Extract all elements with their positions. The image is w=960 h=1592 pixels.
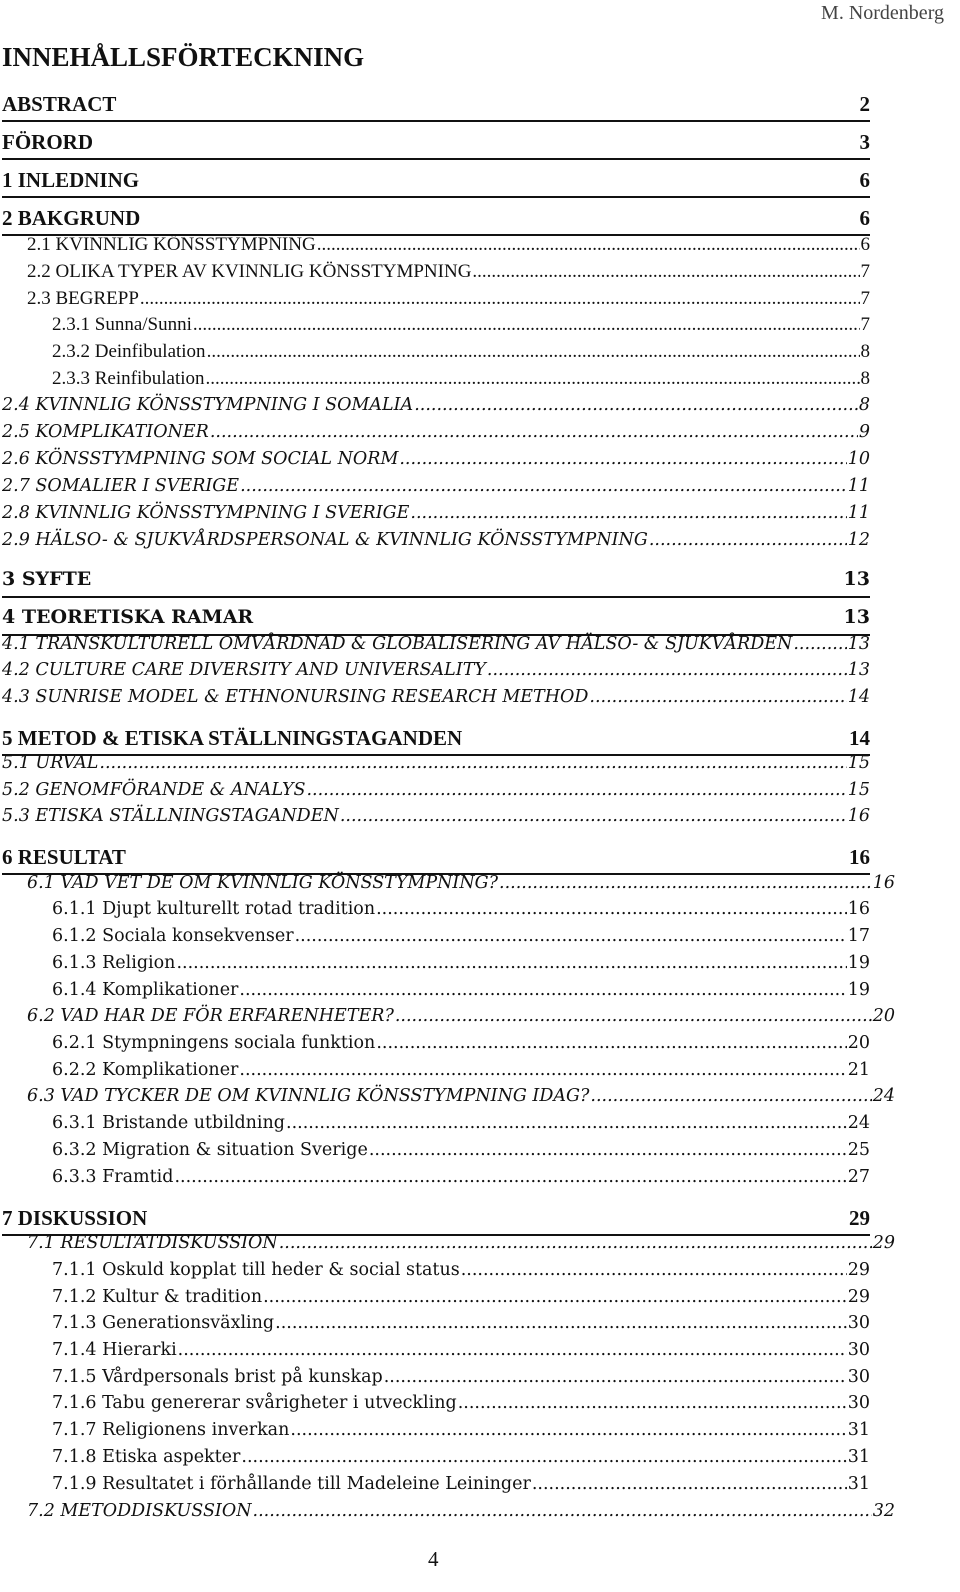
dot-leader <box>279 1233 872 1253</box>
toc-title: INNEHÅLLSFÖRTECKNING <box>2 42 365 72</box>
toc-entry[interactable] <box>27 261 870 285</box>
dot-leader <box>174 1167 846 1187</box>
toc-entry-page: 20 <box>847 1033 870 1053</box>
toc-entry[interactable] <box>52 1313 870 1337</box>
toc-entry-page: 30 <box>847 1340 870 1360</box>
toc-entry-title: 6.1 VAD VET DE OM KVINNLIG KÖNSSTYMPNING? <box>27 873 498 893</box>
toc-entry[interactable] <box>2 845 870 875</box>
dot-leader <box>395 1006 872 1026</box>
dot-leader <box>499 873 872 893</box>
toc-entry-title: 6.1.4 Komplikationer <box>52 980 239 1000</box>
toc-entry-page: 7 <box>860 261 870 282</box>
toc-entry-title: 7.1.9 Resultatet i förhållande till Madeleine Leininger <box>52 1474 531 1494</box>
toc-entry-title: 7.1.7 Religionens inverkan <box>52 1420 290 1440</box>
dot-leader <box>589 687 846 707</box>
toc-entry-page: 29 <box>847 1287 870 1307</box>
toc-entry-title: 4.1 TRANSKULTURELL OMVÅRDNAD & GLOBALISERING AV HÄLSO- & SJUKVÅRDEN <box>2 634 793 654</box>
toc-entry-title: 2.1 KVINNLIG KÖNSSTYMPNING <box>27 234 316 255</box>
toc-entry-page: 27 <box>847 1167 870 1187</box>
dot-leader <box>275 1313 847 1333</box>
dot-leader <box>306 780 846 800</box>
toc-entry-page: 29 <box>872 1233 895 1253</box>
toc-entry[interactable] <box>2 753 870 777</box>
toc-entry[interactable] <box>2 92 870 122</box>
toc-entry-page: 6 <box>859 168 870 192</box>
toc-entry-title: 4.3 SUNRISE MODEL & ETHNONURSING RESEARCH METHOD <box>2 687 589 707</box>
toc-entry-page: 13 <box>847 634 870 654</box>
toc-entry-page: 16 <box>849 845 870 869</box>
toc-entry[interactable] <box>2 503 870 527</box>
toc-entry[interactable] <box>2 726 870 756</box>
dot-leader <box>590 1086 871 1106</box>
toc-entry[interactable] <box>27 1233 895 1257</box>
toc-entry-page: 24 <box>872 1086 895 1106</box>
dot-leader <box>239 980 846 1000</box>
toc-entry[interactable] <box>2 806 870 830</box>
dot-leader <box>253 1501 872 1521</box>
dot-leader <box>384 1367 847 1387</box>
toc-entry-page: 16 <box>847 899 870 919</box>
toc-entry[interactable] <box>2 476 870 500</box>
toc-entry[interactable] <box>2 449 870 473</box>
dot-leader <box>461 1260 847 1280</box>
toc-entry-title: 2 BAKGRUND <box>2 206 141 230</box>
dot-leader <box>532 1474 847 1494</box>
toc-entry-page: 24 <box>847 1113 870 1133</box>
toc-entry[interactable] <box>2 395 870 419</box>
dot-leader <box>414 395 858 415</box>
dot-leader <box>472 261 859 283</box>
toc-entry[interactable] <box>2 634 870 658</box>
toc-entry-page: 3 <box>859 130 870 154</box>
toc-entry-title: 7.2 METODDISKUSSION <box>27 1501 252 1521</box>
toc-entry-page: 20 <box>872 1006 895 1026</box>
toc-entry-page: 25 <box>847 1140 870 1160</box>
toc-entry-title: 6.1.1 Djupt kulturellt rotad tradition <box>52 899 376 919</box>
toc-entry[interactable] <box>52 1113 870 1137</box>
toc-entry-title: 7.1.3 Generationsväxling <box>52 1313 275 1333</box>
dot-leader <box>99 753 846 773</box>
dot-leader <box>210 422 858 442</box>
toc-entry-title: 6.1.3 Religion <box>52 953 176 973</box>
toc-entry-page: 7 <box>860 314 870 335</box>
toc-entry-page: 29 <box>849 1206 870 1230</box>
toc-entry-page: 15 <box>847 780 870 800</box>
toc-entry[interactable] <box>52 341 870 365</box>
toc-entry[interactable] <box>52 1340 870 1364</box>
toc-entry-page: 31 <box>847 1474 870 1494</box>
toc-entry-page: 11 <box>847 503 870 523</box>
toc-entry[interactable] <box>52 1140 870 1164</box>
toc-entry[interactable] <box>27 288 870 312</box>
dot-leader <box>410 503 846 523</box>
toc-entry-page: 13 <box>843 568 870 590</box>
toc-entry-title: 6.3 VAD TYCKER DE OM KVINNLIG KÖNSSTYMPNING IDAG? <box>27 1086 590 1106</box>
toc-entry[interactable] <box>27 1086 895 1110</box>
toc-entry-title: 2.5 KOMPLIKATIONER <box>2 422 209 442</box>
toc-entry-page: 10 <box>847 449 870 469</box>
toc-entry-title: 2.3.3 Reinfibulation <box>52 368 205 389</box>
toc-entry-page: 11 <box>847 476 870 496</box>
toc-entry-title: 6.3.1 Bristande utbildning <box>52 1113 285 1133</box>
dot-leader <box>207 341 860 363</box>
toc-entry-page: 13 <box>847 660 870 680</box>
dot-leader <box>487 660 847 680</box>
toc-entry-page: 21 <box>847 1060 870 1080</box>
toc-entry[interactable] <box>27 1501 895 1525</box>
toc-entry[interactable] <box>52 1474 870 1498</box>
toc-entry[interactable] <box>2 130 870 160</box>
toc-entry-title: 2.8 KVINNLIG KÖNSSTYMPNING I SVERIGE <box>2 503 410 523</box>
toc-entry-title: 5.2 GENOMFÖRANDE & ANALYS <box>2 780 306 800</box>
toc-entry-title: 7.1.4 Hierarki <box>52 1340 177 1360</box>
toc-entry-title: 6.1.2 Sociala konsekvenser <box>52 926 294 946</box>
header-author: M. Nordenberg <box>821 2 944 24</box>
toc-entry[interactable] <box>52 1167 870 1191</box>
toc-entry-page: 8 <box>860 368 870 389</box>
toc-entry-title: 2.9 HÄLSO- & SJUKVÅRDSPERSONAL & KVINNLIG KÖNSSTYMPNING <box>2 530 648 550</box>
toc-entry[interactable] <box>52 926 870 950</box>
toc-entry[interactable] <box>2 780 870 804</box>
toc-entry[interactable] <box>27 1006 895 1030</box>
toc-entry-page: 9 <box>858 422 870 442</box>
toc-entry-page: 6 <box>859 206 870 230</box>
dot-leader <box>178 1340 847 1360</box>
toc-entry-page: 32 <box>872 1501 895 1521</box>
dot-leader <box>317 234 860 256</box>
dot-leader <box>369 1140 847 1160</box>
toc-entry-title: 6.2.2 Komplikationer <box>52 1060 239 1080</box>
dot-leader <box>649 530 847 550</box>
toc-entry-title: 2.4 KVINNLIG KÖNSSTYMPNING I SOMALIA <box>2 395 414 415</box>
toc-entry[interactable] <box>52 368 870 392</box>
toc-entry[interactable] <box>2 1206 870 1236</box>
toc-entry-title: 2.3 BEGREPP <box>27 288 139 309</box>
toc-entry-page: 16 <box>872 873 895 893</box>
toc-entry[interactable] <box>27 234 870 258</box>
toc-entry-title: 6.2 VAD HAR DE FÖR ERFARENHETER? <box>27 1006 394 1026</box>
toc-entry[interactable] <box>2 606 870 636</box>
toc-entry-page: 6 <box>860 234 870 255</box>
toc-entry-title: 7.1.5 Vårdpersonals brist på kunskap <box>52 1367 383 1387</box>
toc-entry-title: FÖRORD <box>2 130 93 154</box>
dot-leader <box>176 953 846 973</box>
toc-entry-page: 13 <box>843 606 870 628</box>
toc-entry[interactable] <box>2 168 870 198</box>
toc-entry-title: 7 DISKUSSION <box>2 1206 148 1230</box>
toc-entry-page: 15 <box>847 753 870 773</box>
toc-entry[interactable] <box>52 314 870 338</box>
toc-entry-title: 2.3.1 Sunna/Sunni <box>52 314 192 335</box>
toc-entry-page: 19 <box>847 953 870 973</box>
dot-leader <box>290 1420 846 1440</box>
toc-entry[interactable] <box>52 1287 870 1311</box>
dot-leader <box>376 899 847 919</box>
toc-entry[interactable] <box>52 980 870 1004</box>
toc-entry-page: 14 <box>849 726 870 750</box>
dot-leader <box>193 314 860 336</box>
toc-entry-page: 16 <box>847 806 870 826</box>
toc-entry[interactable] <box>2 530 870 554</box>
toc-entry-page: 31 <box>847 1420 870 1440</box>
toc-entry-page: 12 <box>847 530 870 550</box>
toc-entry-title: 7.1 RESULTATDISKUSSION <box>27 1233 278 1253</box>
toc-entry-title: 5.3 ETISKA STÄLLNINGSTAGANDEN <box>2 806 339 826</box>
toc-entry-title: 3 SYFTE <box>2 568 92 590</box>
toc-entry-page: 8 <box>858 395 870 415</box>
toc-entry-title: 2.7 SOMALIER I SVERIGE <box>2 476 240 496</box>
toc-entry-title: 7.1.6 Tabu genererar svårigheter i utveckling <box>52 1393 457 1413</box>
toc-entry-title: 7.1.1 Oskuld kopplat till heder & social status <box>52 1260 460 1280</box>
page-number: 4 <box>428 1547 439 1571</box>
dot-leader <box>140 288 860 310</box>
toc-entry-page: 30 <box>847 1313 870 1333</box>
toc-entry-page: 17 <box>847 926 870 946</box>
toc-entry-title: 6.2.1 Stympningens sociala funktion <box>52 1033 376 1053</box>
toc-entry-page: 19 <box>847 980 870 1000</box>
toc-entry-title: 2.3.2 Deinfibulation <box>52 341 206 362</box>
toc-entry[interactable] <box>2 660 870 684</box>
toc-entry[interactable] <box>52 1447 870 1471</box>
toc-entry-title: 7.1.2 Kultur & tradition <box>52 1287 263 1307</box>
dot-leader <box>240 476 847 496</box>
toc-entry-page: 7 <box>860 288 870 309</box>
toc-entry-page: 30 <box>847 1393 870 1413</box>
toc-entry[interactable] <box>27 873 895 897</box>
toc-entry-page: 14 <box>847 687 870 707</box>
dot-leader <box>206 368 860 390</box>
toc-entry[interactable] <box>52 1260 870 1284</box>
toc-entry[interactable] <box>52 953 870 977</box>
toc-entry-title: 5.1 URVAL <box>2 753 99 773</box>
toc-entry-page: 2 <box>859 92 870 116</box>
dot-leader <box>399 449 846 469</box>
toc-entry[interactable] <box>52 899 870 923</box>
dot-leader <box>263 1287 847 1307</box>
toc-entry-title: 1 INLEDNING <box>2 168 140 192</box>
toc-entry[interactable] <box>2 206 870 236</box>
toc-entry-title: 4.2 CULTURE CARE DIVERSITY AND UNIVERSALITY <box>2 660 486 680</box>
toc-entry-title: 4 TEORETISKA RAMAR <box>2 606 254 628</box>
dot-leader <box>241 1447 846 1467</box>
dot-leader <box>286 1113 847 1133</box>
dot-leader <box>239 1060 846 1080</box>
toc-entry-title: 2.6 KÖNSSTYMPNING SOM SOCIAL NORM <box>2 449 399 469</box>
toc-entry-page: 30 <box>847 1367 870 1387</box>
toc-entry[interactable] <box>2 687 870 711</box>
toc-entry-page: 29 <box>847 1260 870 1280</box>
toc-entry-page: 31 <box>847 1447 870 1467</box>
toc-entry-title: 2.2 OLIKA TYPER AV KVINNLIG KÖNSSTYMPNING <box>27 261 472 282</box>
toc-entry[interactable] <box>52 1060 870 1084</box>
toc-entry-title: 7.1.8 Etiska aspekter <box>52 1447 241 1467</box>
toc-entry-page: 8 <box>860 341 870 362</box>
toc-entry[interactable] <box>52 1033 870 1057</box>
toc-entry-title: 6 RESULTAT <box>2 845 126 869</box>
toc-entry[interactable] <box>2 422 870 446</box>
dot-leader <box>458 1393 847 1413</box>
toc-entry-title: 5 METOD & ETISKA STÄLLNINGSTAGANDEN <box>2 726 463 750</box>
toc-entry-title: 6.3.3 Framtid <box>52 1167 174 1187</box>
dot-leader <box>376 1033 846 1053</box>
dot-leader <box>793 634 846 654</box>
toc-entry-title: ABSTRACT <box>2 92 117 116</box>
toc-entry[interactable] <box>52 1420 870 1444</box>
dot-leader <box>340 806 847 826</box>
toc-entry[interactable] <box>52 1367 870 1391</box>
toc-entry[interactable] <box>2 568 870 598</box>
dot-leader <box>295 926 847 946</box>
toc-entry[interactable] <box>52 1393 870 1417</box>
toc-entry-title: 6.3.2 Migration & situation Sverige <box>52 1140 368 1160</box>
